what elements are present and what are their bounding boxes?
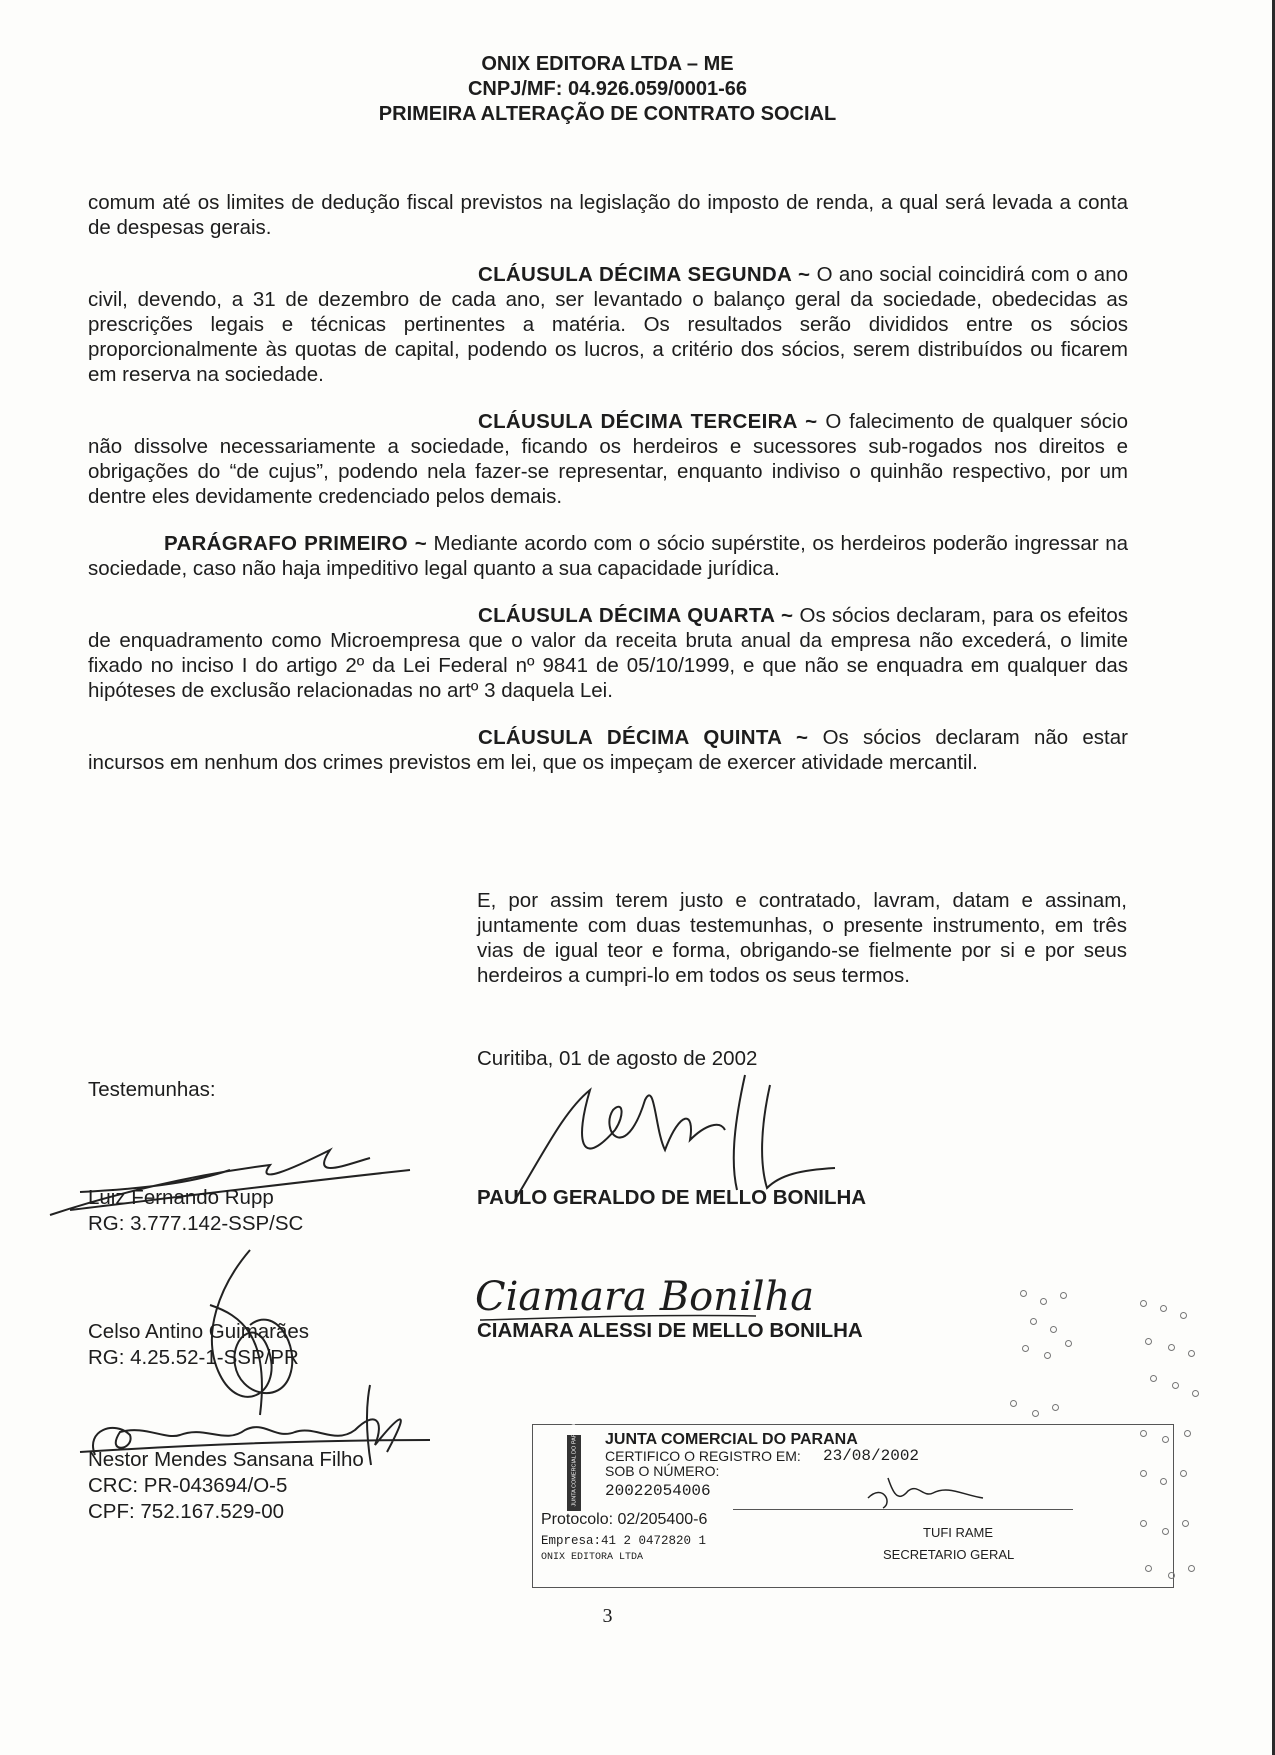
witness-name: Celso Antino Guimarães	[88, 1320, 310, 1343]
stamp-org: JUNTA COMERCIAL DO PARANA	[605, 1431, 858, 1448]
registration-stamp	[532, 1421, 1174, 1588]
paragraph-first	[88, 531, 1128, 581]
clause-label: CLÁUSULA DÉCIMA TERCEIRA ~	[478, 410, 818, 433]
clause-label: PARÁGRAFO PRIMEIRO ~	[164, 532, 428, 555]
witnesses-title: Testemunhas:	[88, 1078, 216, 1101]
stamp-side-text: JUNTA COMERCIAL DO PARANA	[571, 1421, 578, 1507]
witness-id: CRC: PR-043694/O-5	[88, 1474, 288, 1497]
clause-thirteenth	[88, 409, 1128, 509]
clause-label: CLÁUSULA DÉCIMA SEGUNDA ~	[478, 263, 811, 286]
closing-paragraph: E, por assim terem justo e contratado, lavram, datam e assinam, juntamente com duas testemunhas, o presente instrumento, em três vias de igual teor e forma, obrigando-se fielmente por si e por seus herdeiros a cumpri-lo em todos os seus termos.	[477, 889, 1127, 987]
witness-name: Nestor Mendes Sansana Filho	[88, 1448, 364, 1471]
ciamara-signature: Ciamara Bonilha	[475, 1274, 815, 1320]
signatory-name: PAULO GERALDO DE MELLO BONILHA	[477, 1186, 867, 1209]
clause-fifteenth	[88, 725, 1128, 775]
stamp-cert-date: 23/08/2002	[823, 1447, 920, 1465]
stamp-cert-label: CERTIFICO O REGISTRO EM:	[605, 1448, 801, 1464]
document-body	[88, 190, 1128, 797]
clause-fourteenth	[88, 603, 1128, 703]
witness-cpf: CPF: 752.167.529-00	[88, 1500, 285, 1523]
clause-label: CLÁUSULA DÉCIMA QUARTA ~	[478, 604, 794, 627]
place-date: Curitiba, 01 de agosto de 2002	[477, 1047, 758, 1070]
intro-paragraph: comum até os limites de dedução fiscal previstos na legislação do imposto de renda, a qual será levada a conta de despesas gerais.	[88, 191, 1128, 239]
clause-text: Mediante acordo com o sócio supérstite, os herdeiros poderão ingressar na sociedade, caso não haja impeditivo legal quanto a sua capacidade jurídica.	[88, 532, 1128, 580]
stamp-official-title: SECRETARIO GERAL	[883, 1547, 1015, 1562]
document-title: PRIMEIRA ALTERAÇÃO DE CONTRATO SOCIAL	[378, 103, 837, 125]
stamp-official: TUFI RAME	[923, 1525, 994, 1540]
clause-text: Os sócios declaram não estar incursos em nenhum dos crimes previstos em lei, que os impeçam de exercer atividade mercantil.	[88, 726, 1128, 774]
clause-text: O ano social coincidirá com o ano civil, devendo, a 31 de dezembro de cada ano, ser levantado o balanço geral da sociedade, obedecidas as prescrições legais e técnicas pertinentes a matéria. Os resultados serão divididos entre os sócios proporcionalmente às quotas de capital, podendo os lucros, a critério dos sócios, serem distribuídos ou ficarem em reserva na sociedade.	[88, 263, 1128, 386]
clause-twelfth	[88, 262, 1128, 387]
witness-id: RG: 4.25.52-1-SSP/PR	[88, 1346, 299, 1369]
clause-label: CLÁUSULA DÉCIMA QUINTA ~	[478, 726, 809, 749]
document-header	[0, 52, 1215, 127]
stamp-company: ONIX EDITORA LTDA	[541, 1552, 644, 1563]
witness-id: RG: 3.777.142-SSP/SC	[88, 1212, 304, 1235]
clause-text: Os sócios declaram, para os efeitos de enquadramento como Microempresa que o valor da receita bruta anual da empresa não excederá, o limite fixado no inciso I do artigo 2º da Lei Federal nº 9841 de 05/10/1999, e que não se enquadra em qualquer das hipóteses de exclusão relacionadas no artº 3 daquela Lei.	[88, 604, 1128, 702]
stamp-empresa: Empresa:41 2 0472820 1	[541, 1534, 707, 1548]
stamp-protocolo: Protocolo: 02/205400-6	[541, 1511, 708, 1528]
official-signature	[863, 1473, 993, 1513]
stamp-divider	[733, 1509, 1073, 1510]
cnpj-line: CNPJ/MF: 04.926.059/0001-66	[467, 78, 748, 100]
stamp-emblem	[567, 1421, 581, 1511]
stamp-num-label: SOB O NÚMERO:	[605, 1463, 720, 1479]
page-number: 3	[602, 1605, 613, 1627]
company-name: ONIX EDITORA LTDA – ME	[481, 53, 734, 75]
stamp-number: 20022054006	[605, 1482, 711, 1500]
clause-text: O falecimento de qualquer sócio não dissolve necessariamente a sociedade, ficando os herdeiros e sucessores sub-rogados nos direitos e obrigações do “de cujus”, podendo nela fazer-se representar, enquanto indiviso o quinhão respectivo, por um dentre eles devidamente credenciado pelos demais.	[88, 410, 1129, 508]
witness-name: Luiz Fernando Rupp	[88, 1186, 274, 1209]
signatory-name: CIAMARA ALESSI DE MELLO BONILHA	[477, 1319, 863, 1342]
